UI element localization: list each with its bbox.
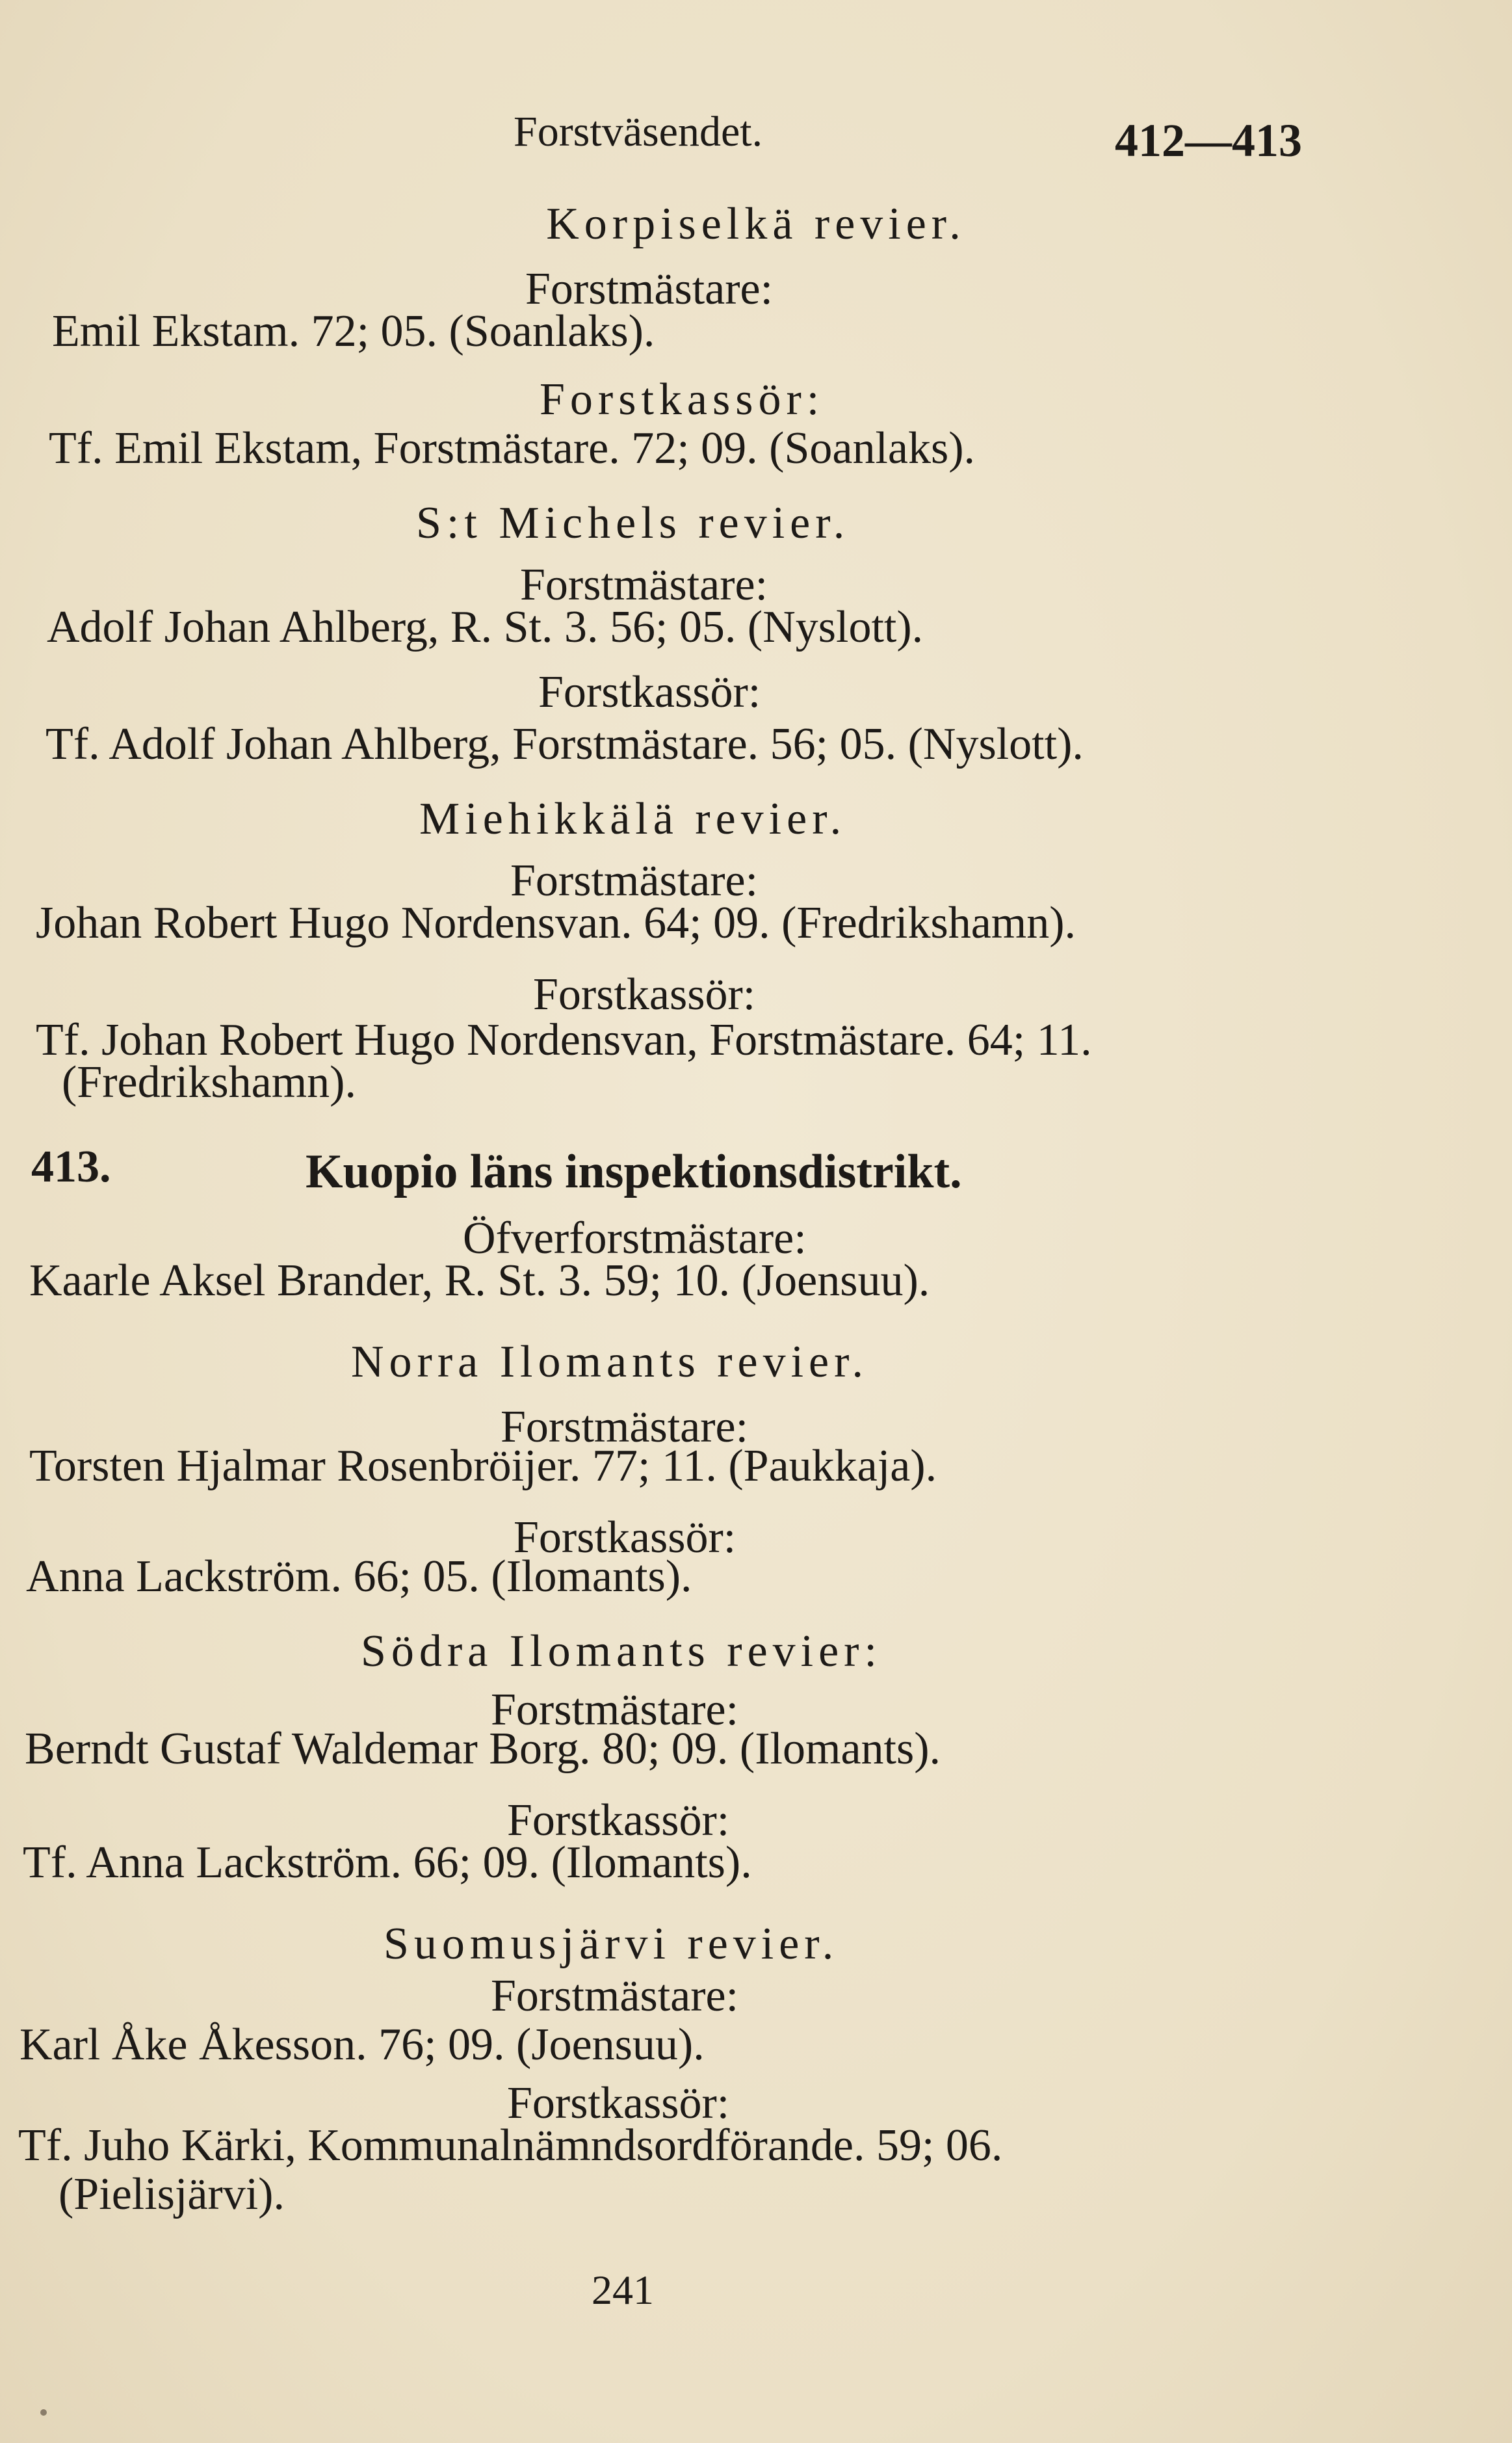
text-line: S:t Michels revier. [416, 498, 850, 548]
text-line: Forstkassör: [538, 667, 761, 717]
text-line: Kuopio läns inspektionsdistrikt. [306, 1145, 962, 1198]
text-line: Södra Ilomants revier: [361, 1626, 882, 1676]
text-line: Forstmästare: [491, 1971, 739, 2021]
text-line: Anna Lackström. 66; 05. (Ilomants). [26, 1552, 692, 1602]
text-line: Forstmästare: [510, 856, 759, 906]
text-line: Forstmästare: [491, 1685, 739, 1735]
text-line: Norra Ilomants revier. [351, 1337, 869, 1387]
text-line: Tf. Emil Ekstam, Forstmästare. 72; 09. (Soanlaks). [49, 423, 976, 473]
text-line: Suomusjärvi revier. [384, 1919, 839, 1969]
text-line: Kaarle Aksel Brander, R. St. 3. 59; 10. (Joensuu). [29, 1256, 930, 1306]
text-line: Torsten Hjalmar Rosenbröijer. 77; 11. (Paukkaja). [29, 1441, 937, 1491]
page-speck [40, 2409, 47, 2416]
text-line: Forstkassör: [533, 970, 756, 1020]
text-line: Berndt Gustaf Waldemar Borg. 80; 09. (Ilomants). [25, 1724, 941, 1774]
text-line: Forstmästare: [525, 264, 774, 314]
running-header-section-numbers: 412—413 [1115, 114, 1302, 166]
text-line: Adolf Johan Ahlberg, R. St. 3. 56; 05. (Nyslott). [47, 602, 924, 652]
text-line: Korpiselkä revier. [546, 199, 966, 249]
text-line: Miehikkälä revier. [419, 794, 847, 844]
text-line: Öfverforstmästare: [463, 1213, 807, 1263]
text-line: (Pielisjärvi). [59, 2169, 285, 2219]
text-line: 413. [31, 1142, 111, 1192]
text-line: (Fredrikshamn). [62, 1057, 356, 1107]
text-line: Forstkassör: [514, 1512, 736, 1563]
text-line: Emil Ekstam. 72; 05. (Soanlaks). [52, 306, 655, 356]
text-line: Karl Åke Åkesson. 76; 09. (Joensuu). [20, 2020, 705, 2070]
text-line: Tf. Johan Robert Hugo Nordensvan, Forstmästare. 64; 11. [36, 1015, 1092, 1065]
text-line: Johan Robert Hugo Nordensvan. 64; 09. (Fredrikshamn). [36, 898, 1076, 948]
text-line: Forstmästare: [501, 1402, 749, 1452]
running-header-title: Forstväsendet. [514, 108, 763, 155]
text-line: Forstmästare: [520, 560, 768, 610]
text-line: Tf. Anna Lackström. 66; 09. (Ilomants). [23, 1838, 752, 1888]
text-line: Forstkassör: [507, 2078, 730, 2128]
text-line: Tf. Adolf Johan Ahlberg, Forstmästare. 56; 05. (Nyslott). [46, 719, 1084, 769]
text-line: Forstkassör: [540, 375, 825, 425]
text-line: Forstkassör: [507, 1795, 730, 1845]
page-number: 241 [592, 2267, 654, 2313]
text-line: Tf. Juho Kärki, Kommunalnämndsordförande. 59; 06. [18, 2120, 1003, 2171]
